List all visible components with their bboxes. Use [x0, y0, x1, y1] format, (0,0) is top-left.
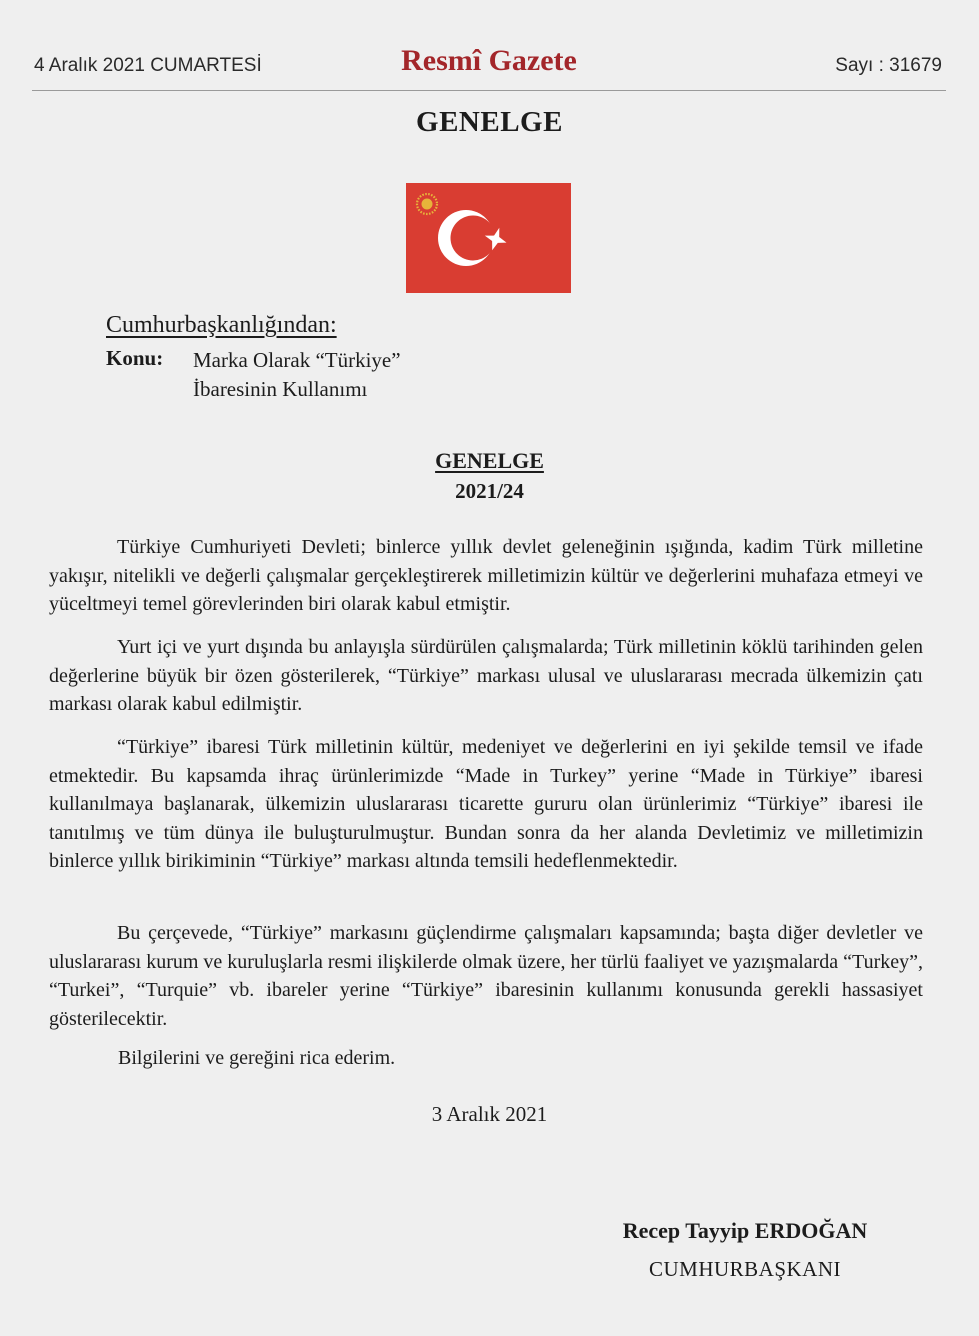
paragraph-1: Türkiye Cumhuriyeti Devleti; binlerce yıllık devlet geleneğinin ışığında, kadim Türk milletine yakışır, nitelikli ve değerli çalışmalar gerçekleştirerek milletimizin kültür ve değerlerini muhafaza etmeyi ve yüceltmeyi temel görevlerinden biri olarak kabul etmiştir.: [49, 536, 923, 615]
paragraph-2: Yurt içi ve yurt dışında bu anlayışla sürdürülen çalışmalarda; Türk milletinin köklü tarihinden gelen değerlerine büyük bir özen gösterilerek, “Türkiye” markası ulusal ve uluslararası mecrada ülkemizin çatı markası olarak kabul edilmiştir.: [49, 636, 923, 715]
publication-title: Resmî Gazete: [401, 44, 577, 77]
signatory-name: Recep Tayyip ERDOĞAN: [622, 1218, 868, 1243]
gazette-header: [32, 44, 946, 91]
subject-text: [193, 346, 401, 404]
issue-number: Sayı : 31679: [835, 55, 942, 76]
document-date: 3 Aralık 2021: [431, 1102, 548, 1126]
paragraph-4: Bu çerçevede, “Türkiye” markasını güçlendirme çalışmaları kapsamında; başta diğer devletler ve uluslararası kurum ve kuruluşlarla resmi ilişkilerde olmak üzere, her türlü faaliyet ve yazışmalarda “Turkey”, “Turkei”, “Turquie” vb. ibareler yerine “Türkiye” ibaresinin kullanımı konusunda gerekli hassasiyet gösterilecektir.: [49, 922, 923, 1030]
signatory-title: CUMHURBAŞKANI: [648, 1257, 842, 1281]
subject-line-2: İbaresinin Kullanımı: [193, 377, 368, 401]
subject-line-1: Marka Olarak “Türkiye”: [193, 348, 401, 372]
circular-number: 2021/24: [455, 479, 524, 503]
header-date: 4 Aralık 2021 CUMARTESİ: [34, 55, 262, 76]
issuer-heading: Cumhurbaşkanlığından:: [106, 312, 337, 338]
document-type-heading: GENELGE: [416, 106, 563, 138]
paragraph-3: “Türkiye” ibaresi Türk milletinin kültür, medeniyet ve değerlerini en iyi şekilde temsil ve ifade etmektedir. Bu kapsamda ihraç ürünlerimizde “Made in Turkey” yerine “Made in Türkiye” ibaresi kullanılmaya başlanarak, ülkemizin uluslararası ticarette gururu olan ürünlerimiz “Türkiye” ibaresi ile tanıtılmış ve tüm dünya ile buluşturulmuştur. Bundan sonra da her alanda Devletimiz ve milletimizin binlerce yıllık birikiminin “Türkiye” markası altında temsili hedeflenmektedir.: [49, 736, 923, 872]
subject-label: Konu:: [106, 346, 164, 370]
circular-title: GENELGE: [435, 448, 544, 473]
turkish-flag-icon: [406, 183, 571, 293]
closing-sentence: Bilgilerini ve gereğini rica ederim.: [118, 1047, 396, 1069]
